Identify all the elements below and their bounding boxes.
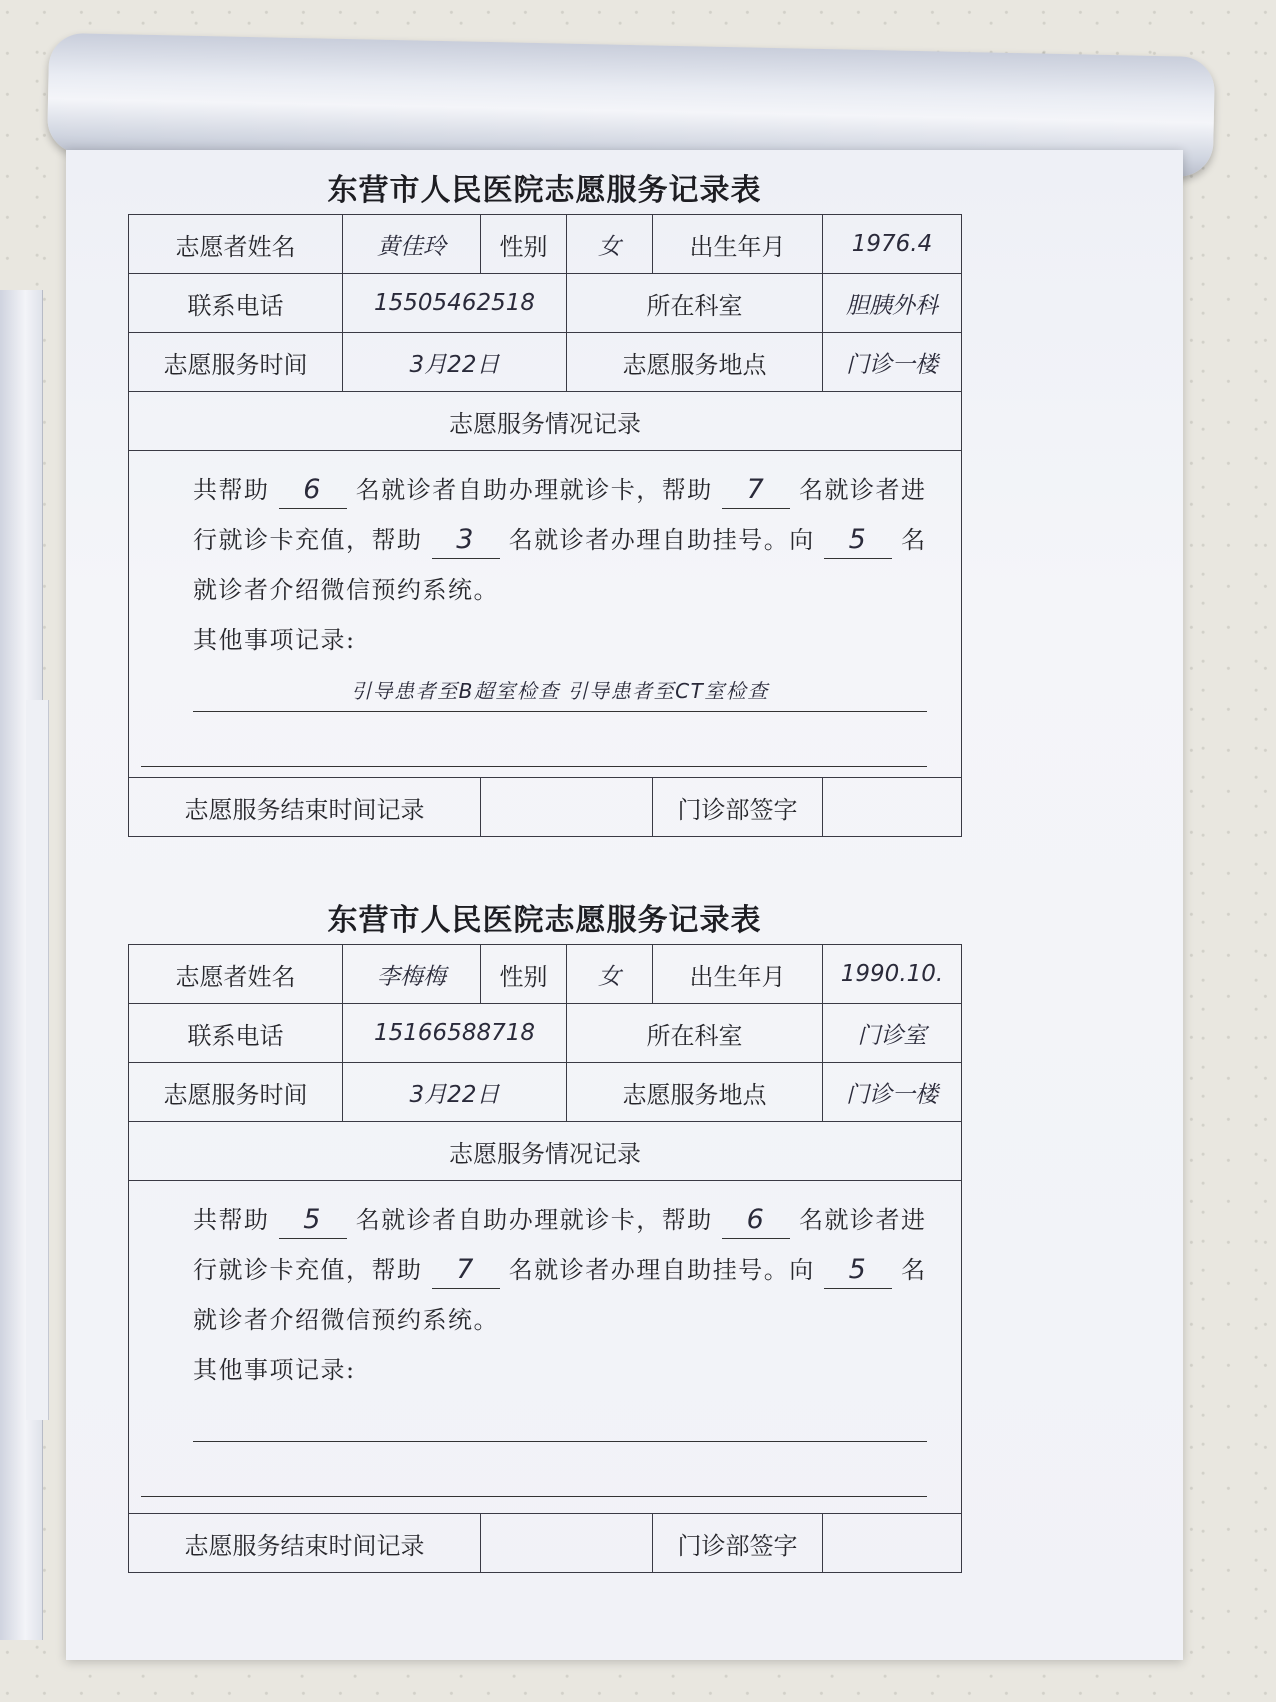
count-blank-2[interactable]: 7 <box>722 472 790 509</box>
label-gender: 性别 <box>481 215 567 274</box>
value-end-time[interactable] <box>481 778 653 837</box>
value-name[interactable]: 黄佳玲 <box>343 215 481 274</box>
label-situation: 志愿服务情况记录 <box>129 392 962 451</box>
label-name: 志愿者姓名 <box>129 215 343 274</box>
value-department[interactable]: 门诊室 <box>823 1004 962 1063</box>
record-text: 名就诊者进行就诊卡充值，帮助 <box>193 476 927 554</box>
label-situation: 志愿服务情况记录 <box>129 1122 962 1181</box>
record-table <box>128 944 962 1573</box>
stacked-sheets-edge-inner <box>26 700 49 1420</box>
count-blank-4[interactable]: 5 <box>824 1252 892 1289</box>
count-blank-1[interactable]: 5 <box>279 1202 347 1239</box>
value-service-time[interactable]: 3月22日 <box>343 333 567 392</box>
record-paragraph <box>141 465 951 615</box>
other-items-line-2[interactable] <box>141 1446 927 1497</box>
other-items-label: 其他事项记录: <box>193 1356 356 1384</box>
value-service-place[interactable]: 门诊一楼 <box>823 333 962 392</box>
value-birth[interactable]: 1990.10. <box>823 945 962 1004</box>
value-signature[interactable] <box>823 778 962 837</box>
label-phone: 联系电话 <box>129 274 343 333</box>
other-items-line-2[interactable] <box>141 716 927 767</box>
label-end-time: 志愿服务结束时间记录 <box>129 778 481 837</box>
value-phone[interactable]: 15166588718 <box>343 1004 567 1063</box>
label-signature: 门诊部签字 <box>653 1514 823 1573</box>
situation-record <box>129 451 962 778</box>
count-blank-3[interactable]: 7 <box>432 1252 500 1289</box>
form-title: 东营市人民医院志愿服务记录表 <box>327 903 762 938</box>
label-name: 志愿者姓名 <box>129 945 343 1004</box>
label-phone: 联系电话 <box>129 1004 343 1063</box>
other-items-line[interactable]: 引导患者至B超室检查 引导患者至CT室检查 <box>193 671 927 712</box>
label-service-time: 志愿服务时间 <box>129 333 343 392</box>
record-text: 名就诊者自助办理就诊卡，帮助 <box>355 476 713 504</box>
other-items-line[interactable] <box>193 1401 927 1442</box>
situation-record <box>129 1181 962 1514</box>
form-title: 东营市人民医院志愿服务记录表 <box>327 173 762 208</box>
record-text: 名就诊者办理自助挂号。向 <box>508 1256 815 1284</box>
value-gender[interactable]: 女 <box>567 215 653 274</box>
label-service-time: 志愿服务时间 <box>129 1063 343 1122</box>
label-department: 所在科室 <box>567 1004 823 1063</box>
value-service-time[interactable]: 3月22日 <box>343 1063 567 1122</box>
value-gender[interactable]: 女 <box>567 945 653 1004</box>
record-text: 名就诊者自助办理就诊卡，帮助 <box>355 1206 713 1234</box>
count-blank-4[interactable]: 5 <box>824 522 892 559</box>
label-signature: 门诊部签字 <box>653 778 823 837</box>
count-blank-3[interactable]: 3 <box>432 522 500 559</box>
record-paragraph <box>141 1195 951 1345</box>
value-phone[interactable]: 15505462518 <box>343 274 567 333</box>
record-text: 名就诊者介绍微信预约系统。 <box>193 526 927 604</box>
label-gender: 性别 <box>481 945 567 1004</box>
other-items-label: 其他事项记录: <box>193 626 356 654</box>
label-service-place: 志愿服务地点 <box>567 1063 823 1122</box>
count-blank-2[interactable]: 6 <box>722 1202 790 1239</box>
value-birth[interactable]: 1976.4 <box>823 215 962 274</box>
record-text: 名就诊者进行就诊卡充值，帮助 <box>193 1206 927 1284</box>
value-service-place[interactable]: 门诊一楼 <box>823 1063 962 1122</box>
label-end-time: 志愿服务结束时间记录 <box>129 1514 481 1573</box>
record-text: 共帮助 <box>193 1206 270 1234</box>
value-signature[interactable] <box>823 1514 962 1573</box>
record-text: 共帮助 <box>193 476 270 504</box>
value-department[interactable]: 胆胰外科 <box>823 274 962 333</box>
label-birth: 出生年月 <box>653 215 823 274</box>
record-text: 名就诊者办理自助挂号。向 <box>508 526 815 554</box>
record-text: 名就诊者介绍微信预约系统。 <box>193 1256 927 1334</box>
count-blank-1[interactable]: 6 <box>279 472 347 509</box>
label-department: 所在科室 <box>567 274 823 333</box>
label-birth: 出生年月 <box>653 945 823 1004</box>
value-end-time[interactable] <box>481 1514 653 1573</box>
value-name[interactable]: 李梅梅 <box>343 945 481 1004</box>
record-table <box>128 214 962 837</box>
volunteer-form-2 <box>128 898 961 1573</box>
volunteer-form-1 <box>128 168 961 837</box>
label-service-place: 志愿服务地点 <box>567 333 823 392</box>
